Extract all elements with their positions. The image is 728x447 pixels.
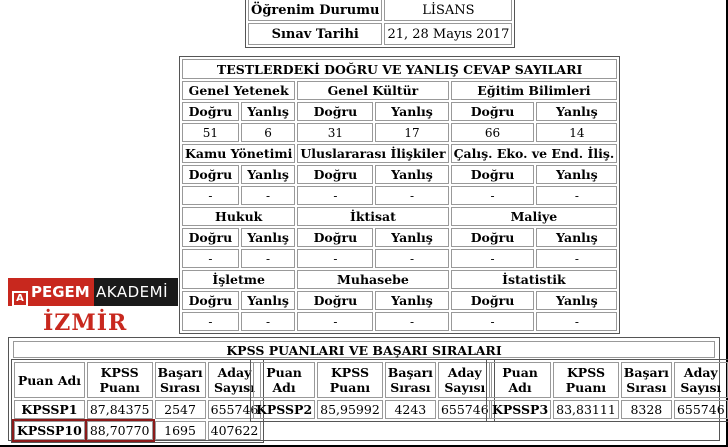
wrong-count: - xyxy=(536,186,617,205)
wrong-count: - xyxy=(241,249,296,268)
kpss-column-header: Başarı Sırası xyxy=(385,362,436,398)
kpss-count: 407622 xyxy=(208,421,262,440)
wrong-header: Yanlış xyxy=(536,291,617,310)
correct-count: - xyxy=(451,249,535,268)
kpss-score-row xyxy=(489,400,728,419)
wrong-count: 6 xyxy=(241,123,296,142)
wrong-header: Yanlış xyxy=(536,228,617,247)
correct-count: - xyxy=(297,312,373,331)
test-subject-name: Genel Kültür xyxy=(297,81,448,100)
correct-count: - xyxy=(451,186,535,205)
test-subject-name: Maliye xyxy=(451,207,618,226)
wrong-count: - xyxy=(375,312,448,331)
test-subject-name: Eğitim Bilimleri xyxy=(451,81,618,100)
logo-left-text: PEGEM xyxy=(31,283,90,301)
kpss-name: KPSSP1 xyxy=(14,400,85,419)
kpss-name: KPSSP10 xyxy=(14,421,85,440)
correct-count: - xyxy=(182,249,239,268)
wrong-header: Yanlış xyxy=(375,291,448,310)
correct-count: - xyxy=(451,312,535,331)
kpss-score: 85,95992 xyxy=(317,400,383,419)
kpss-count: 655746 xyxy=(208,400,262,419)
correct-header: Doğru xyxy=(297,228,373,247)
info-row xyxy=(248,0,512,21)
kpss-column-header: Aday Sayısı xyxy=(438,362,492,398)
correct-count: - xyxy=(297,249,373,268)
correct-count: 31 xyxy=(297,123,373,142)
correct-count: - xyxy=(297,186,373,205)
wrong-header: Yanlış xyxy=(536,165,617,184)
correct-count: 51 xyxy=(182,123,239,142)
wrong-count: 17 xyxy=(375,123,448,142)
kpss-rank: 2547 xyxy=(155,400,206,419)
info-value: 21, 28 Mayıs 2017 xyxy=(384,23,512,45)
tests-title: TESTLERDEKİ DOĞRU VE YANLIŞ CEVAP SAYILARI xyxy=(182,59,617,79)
correct-header: Doğru xyxy=(182,291,239,310)
wrong-count: - xyxy=(375,249,448,268)
wrong-count: - xyxy=(241,312,296,331)
test-subject-name: Muhasebe xyxy=(297,270,448,289)
kpss-column-header: KPSS Puanı xyxy=(317,362,383,398)
kpss-scores-section xyxy=(8,337,725,441)
correct-count: 66 xyxy=(451,123,535,142)
kpss-name: KPSSP2 xyxy=(253,400,315,419)
kpss-score-row xyxy=(14,421,261,440)
correct-header: Doğru xyxy=(451,165,535,184)
correct-header: Doğru xyxy=(297,291,373,310)
kpss-column-header: KPSS Puanı xyxy=(87,362,153,398)
correct-header: Doğru xyxy=(182,228,239,247)
kpss-column-header: Başarı Sırası xyxy=(621,362,672,398)
correct-header: Doğru xyxy=(182,102,239,121)
info-label: Sınav Tarihi xyxy=(248,23,382,45)
kpss-column-header: Puan Adı xyxy=(14,362,85,398)
wrong-count: - xyxy=(536,312,617,331)
kpss-column-header: Başarı Sırası xyxy=(155,362,206,398)
wrong-header: Yanlış xyxy=(375,165,448,184)
logo-mark-icon: A xyxy=(12,291,28,307)
wrong-count: 14 xyxy=(536,123,617,142)
kpss-column-header: Aday Sayısı xyxy=(674,362,728,398)
kpss-score: 88,70770 xyxy=(87,421,153,440)
correct-header: Doğru xyxy=(182,165,239,184)
exam-info-table xyxy=(245,0,515,48)
pegem-logo xyxy=(8,278,178,306)
kpss-rank: 4243 xyxy=(385,400,436,419)
kpss-column-header: Puan Adı xyxy=(253,362,315,398)
test-subject-name: İktisat xyxy=(297,207,448,226)
kpss-group-table xyxy=(11,359,264,443)
test-subject-name: İşletme xyxy=(182,270,295,289)
kpss-score: 87,84375 xyxy=(87,400,153,419)
kpss-column-header: KPSS Puanı xyxy=(553,362,619,398)
kpss-score-row xyxy=(253,400,492,419)
wrong-count: - xyxy=(536,249,617,268)
logo-right-text: AKADEMİ xyxy=(96,283,168,301)
kpss-score-row xyxy=(14,400,261,419)
test-subject-name: Uluslararası İlişkiler xyxy=(297,144,448,163)
kpss-score: 83,83111 xyxy=(553,400,619,419)
wrong-header: Yanlış xyxy=(241,228,296,247)
test-subject-name: Çalış. Eko. ve End. İliş. xyxy=(451,144,618,163)
kpss-rank: 1695 xyxy=(155,421,206,440)
kpss-count: 655746 xyxy=(674,400,728,419)
kpss-column-header: Puan Adı xyxy=(489,362,551,398)
info-label: Öğrenim Durumu xyxy=(248,0,382,21)
logo-city: İZMİR xyxy=(43,310,128,336)
wrong-header: Yanlış xyxy=(241,102,296,121)
correct-header: Doğru xyxy=(451,228,535,247)
kpss-name: KPSSP3 xyxy=(489,400,551,419)
correct-header: Doğru xyxy=(297,165,373,184)
wrong-header: Yanlış xyxy=(536,102,617,121)
correct-header: Doğru xyxy=(451,291,535,310)
correct-count: - xyxy=(182,312,239,331)
test-subject-name: Kamu Yönetimi xyxy=(182,144,295,163)
kpss-group-table xyxy=(486,359,728,422)
kpss-column-header: Aday Sayısı xyxy=(208,362,262,398)
wrong-header: Yanlış xyxy=(241,165,296,184)
wrong-count: - xyxy=(241,186,296,205)
wrong-header: Yanlış xyxy=(241,291,296,310)
correct-header: Doğru xyxy=(297,102,373,121)
test-answers-table xyxy=(179,56,620,334)
wrong-count: - xyxy=(375,186,448,205)
kpss-title: KPSS PUANLARI VE BAŞARI SIRALARI xyxy=(13,341,715,358)
kpss-rank: 8328 xyxy=(621,400,672,419)
test-subject-name: Genel Yetenek xyxy=(182,81,295,100)
wrong-header: Yanlış xyxy=(375,102,448,121)
info-row xyxy=(248,23,512,45)
kpss-count: 655746 xyxy=(438,400,492,419)
wrong-header: Yanlış xyxy=(375,228,448,247)
info-value: LİSANS xyxy=(384,0,512,21)
test-subject-name: Hukuk xyxy=(182,207,295,226)
correct-header: Doğru xyxy=(451,102,535,121)
kpss-group-table xyxy=(250,359,495,422)
correct-count: - xyxy=(182,186,239,205)
test-subject-name: İstatistik xyxy=(451,270,618,289)
